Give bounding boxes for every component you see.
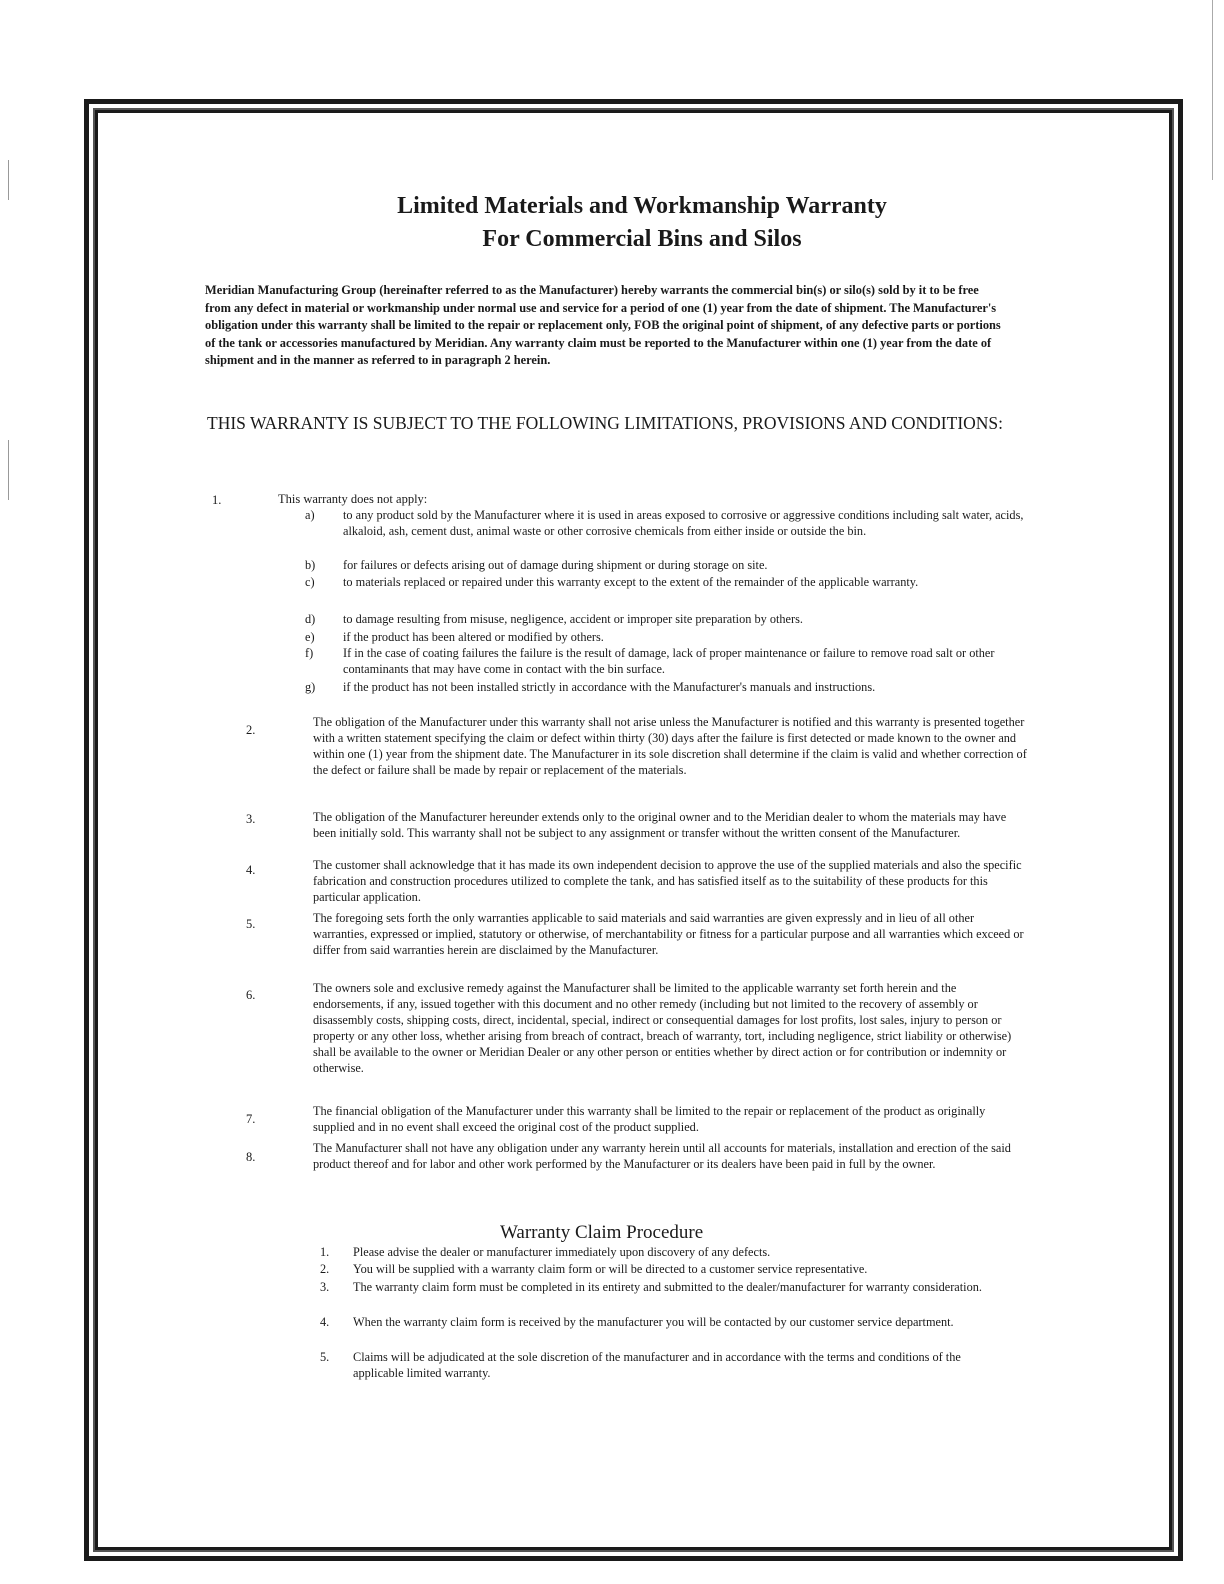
procedure-step: 4. When the warranty claim form is received by the manufacturer you will be contacted by our customer service department. xyxy=(320,1315,954,1329)
warranty-condition: The obligation of the Manufacturer under this warranty shall not arise unless the Manufacturer is notified and this warranty is presented together with a written statement specifying the claim or defect within thirty (30) days after the failure is first detected or made known to the owner and within one (1) year from the shipment date. The Manufacturer in its sole discretion shall determine if the claim is valid and whether correction of the defect or failure shall be made by repair or replacement of the materials. xyxy=(313,715,1027,777)
document-subtitle: For Commercial Bins and Silos xyxy=(482,226,802,252)
procedure-step: 5. Claims will be adjudicated at the sole discretion of the manufacturer and in accordance with the terms and conditions of the applicable limited warranty. xyxy=(320,1350,961,1380)
scan-edge-mark xyxy=(8,160,9,200)
item-number: 8. xyxy=(246,1150,256,1164)
scan-edge-mark xyxy=(8,440,9,500)
warranty-condition: The customer shall acknowledge that it has made its own independent decision to approve the use of the supplied materials and also the specific fabrication and construction procedures utilized to complete the tank, and has satisfied itself as to the suitability of these products for this particular application. xyxy=(313,858,1022,904)
subitem: d) to damage resulting from misuse, negligence, accident or improper site preparation by others. xyxy=(305,612,803,626)
procedure-step: 2. You will be supplied with a warranty claim form or will be directed to a customer service representative. xyxy=(320,1262,868,1276)
warranty-condition: The Manufacturer shall not have any obligation under any warranty herein until all accounts for materials, installation and erection of the said product thereof and for labor and other work performed by the Manufacturer or its dealers have been paid in full by the owner. xyxy=(313,1141,1011,1171)
item-number: 5. xyxy=(246,917,256,931)
document-title: Limited Materials and Workmanship Warranty xyxy=(397,193,887,219)
warranty-condition: The owners sole and exclusive remedy against the Manufacturer shall be limited to the applicable warranty set forth herein and the endorsements, if any, issued together with this document and no other remedy (including but not limited to the recovery of assembly or disassembly costs, shipping costs, direct, incidental, special, indirect or consequential damages for lost profits, lost sales, injury to person or property or any other loss, whether arising from breach of contract, breach of warranty, tort, including negligence, strict liability or otherwise) shall be available to the owner or Meridian Dealer or any other person or entities whether by direct action or for contribution or indemnity or otherwise. xyxy=(313,981,1012,1075)
warranty-condition: The financial obligation of the Manufacturer under this warranty shall be limited to the repair or replacement of the product as originally supplied and in no event shall exceed the original cost of the product supplied. xyxy=(313,1104,986,1134)
item-number: 1. xyxy=(212,493,222,507)
subitem: a) to any product sold by the Manufacturer where it is used in areas exposed to corrosive or aggressive conditions including salt water, acids, alkaloid, ash, cement dust, animal waste or other corrosive chemicals from either inside or outside the bin. xyxy=(305,508,1024,538)
item-number: 3. xyxy=(246,812,256,826)
item-1-lead: This warranty does not apply: xyxy=(278,492,428,506)
subitem: g) if the product has not been installed strictly in accordance with the Manufacturer's manuals and instructions. xyxy=(305,680,876,694)
subitem: e) if the product has been altered or modified by others. xyxy=(305,630,604,644)
procedure-heading: Warranty Claim Procedure xyxy=(500,1222,704,1243)
scan-edge-mark xyxy=(1212,0,1213,180)
item-number: 7. xyxy=(246,1112,256,1126)
item-number: 4. xyxy=(246,863,256,877)
warranty-condition: The foregoing sets forth the only warranties applicable to said materials and said warranties are given expressly and in lieu of all other warranties, expressed or implied, statutory or otherwise, of merchantability or fitness for a particular purpose and all warranties which exceed or differ from said warranties herein are disclaimed by the Manufacturer. xyxy=(313,911,1024,957)
limitations-heading: THIS WARRANTY IS SUBJECT TO THE FOLLOWING LIMITATIONS, PROVISIONS AND CONDITIONS: xyxy=(207,413,1004,433)
intro-paragraph: Meridian Manufacturing Group (hereinafter referred to as the Manufacturer) hereby warrants the commercial bin(s) or silo(s) sold by it to be free from any defect in material or workmanship under normal use and service for a period of one (1) year from the date of shipment. The Manufacturer's obligation under this warranty shall be limited to the repair or replacement only, FOB the original point of shipment, of any defective parts or portions of the tank or accessories manufactured by Meridian. Any warranty claim must be reported to the Manufacturer within one (1) year from the date of shipment and in the manner as referred to in paragraph 2 herein. xyxy=(205,283,1001,368)
procedure-step: 1. Please advise the dealer or manufacturer immediately upon discovery of any defects. xyxy=(320,1245,771,1259)
subitem: c) to materials replaced or repaired under this warranty except to the extent of the remainder of the applicable warranty. xyxy=(305,575,919,589)
subitem: f) If in the case of coating failures the failure is the result of damage, lack of proper maintenance or failure to remove road salt or other contaminants that may have come in contact with the bin surface. xyxy=(305,646,995,676)
subitem: b) for failures or defects arising out of damage during shipment or during storage on site. xyxy=(305,558,768,572)
item-number: 6. xyxy=(246,988,256,1002)
procedure-step: 3. The warranty claim form must be completed in its entirety and submitted to the dealer/manufacturer for warranty consideration. xyxy=(320,1280,982,1294)
item-number: 2. xyxy=(246,723,256,737)
warranty-condition: The obligation of the Manufacturer hereunder extends only to the original owner and to the Meridian dealer to whom the materials may have been initially sold. This warranty shall not be subject to any assignment or transfer without the written consent of the Manufacturer. xyxy=(313,810,1007,840)
